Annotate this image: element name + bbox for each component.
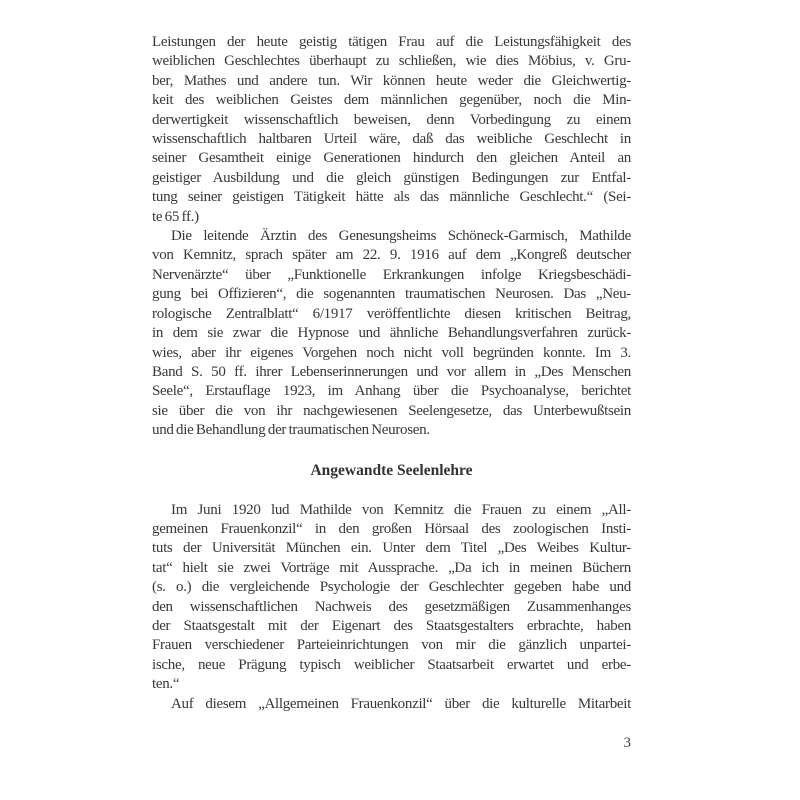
text-line: weiblichen Geschlechtes überhaupt zu schließen, wie dies Möbius, v. Gru-	[152, 53, 631, 70]
paragraph-frauenkonzil	[152, 501, 631, 695]
paragraph-continuation	[152, 33, 631, 227]
text-line: sie über die von ihr nachgewiesenen Seelengesetze, das Unterbewußtsein	[152, 402, 631, 419]
text-line: ber, Mathes und andere tun. Wir können heute weder die Gleichwertig-	[152, 72, 631, 89]
text-line: von Kemnitz, sprach später am 22. 9. 1916 auf dem „Kongreß deutscher	[152, 247, 631, 264]
text-line: Frauen verschiedener Parteieinrichtungen von mir die gänzlich unpartei-	[152, 637, 631, 654]
paragraph-kemnitz-lecture	[152, 227, 631, 440]
text-line: derwertigkeit wissenschaftlich beweisen, denn Vorbedingung zu einem	[152, 111, 631, 128]
text-line: wissenschaftlich haltbaren Urteil wäre, daß das weibliche Geschlecht in	[152, 131, 631, 148]
text-line: tat“ hielt sie zwei Vorträge mit Aussprache. „Da ich in meinen Büchern	[152, 559, 631, 576]
text-line: keit des weiblichen Geistes dem männlichen gegenüber, noch die Min-	[152, 92, 631, 109]
text-line: wies, aber ihr eigenes Vorgehen noch nicht voll begründen konnte. Im 3.	[152, 344, 631, 361]
text-line: Leistungen der heute geistig tätigen Frau auf die Leistungsfähigkeit des	[152, 34, 631, 50]
paragraph-page-break	[152, 695, 631, 714]
text-line: gung bei Offizieren“, die sogenannten traumatischen Neurosen. Das „Neu-	[152, 286, 631, 303]
text-line: Band S. 50 ff. ihrer Lebenserinnerungen und vor allem in „Des Menschen	[152, 363, 631, 380]
text-line: Auf diesem „Allgemeinen Frauenkonzil“ über die kulturelle Mitarbeit	[171, 695, 631, 712]
text-line: rologische Zentralblatt“ 6/1917 veröffentlichte diesen kritischen Beitrag,	[152, 305, 631, 322]
text-line: den wissenschaftlichen Nachweis des gesetzmäßigen Zusammenhanges	[152, 598, 631, 615]
text-line: tung seiner geistigen Tätigkeit hätte als das männliche Geschlecht.“ (Sei-	[152, 189, 631, 206]
text-line: Seele“, Erstauflage 1923, im Anhang über die Psychoanalyse, berichtet	[152, 383, 631, 400]
text-line: der Staatsgestalt mit der Eigenart des Staatsgestalters erbrachte, haben	[152, 617, 631, 634]
text-line: Im Juni 1920 lud Mathilde von Kemnitz die Frauen zu einem „All-	[171, 501, 631, 518]
text-line: te 65 ff.)	[152, 208, 199, 225]
text-line: (s. o.) die vergleichende Psychologie der Geschlechter gegeben habe und	[152, 579, 631, 596]
page-number: 3	[623, 735, 631, 751]
text-line: in dem sie zwar die Hypnose und ähnliche Behandlungsverfahren zurück-	[152, 325, 631, 342]
text-line: geistiger Ausbildung und die gleich günstigen Bedingungen zur Entfal-	[152, 169, 631, 186]
text-line: ische, neue Prägung typisch weiblicher Staatsarbeit erwartet und erbe-	[152, 656, 631, 673]
text-line: tuts der Universität München ein. Unter dem Titel „Des Weibes Kultur-	[152, 540, 631, 557]
text-line: Nervenärzte“ über „Funktionelle Erkrankungen infolge Kriegsbeschädi-	[152, 266, 631, 283]
text-line: seiner Gesamtheit einige Generationen hindurch den gleichen Anteil an	[152, 150, 631, 167]
section-heading: Angewandte Seelenlehre	[310, 461, 473, 479]
text-line: ten.“	[152, 676, 180, 693]
text-line: und die Behandlung der traumatischen Neurosen.	[152, 422, 430, 439]
text-column	[152, 33, 631, 753]
text-line: Die leitende Ärztin des Genesungsheims Schöneck-Garmisch, Mathilde	[171, 228, 631, 245]
text-line: gemeinen Frauenkonzil“ in den großen Hörsaal des zoologischen Insti-	[152, 520, 631, 537]
